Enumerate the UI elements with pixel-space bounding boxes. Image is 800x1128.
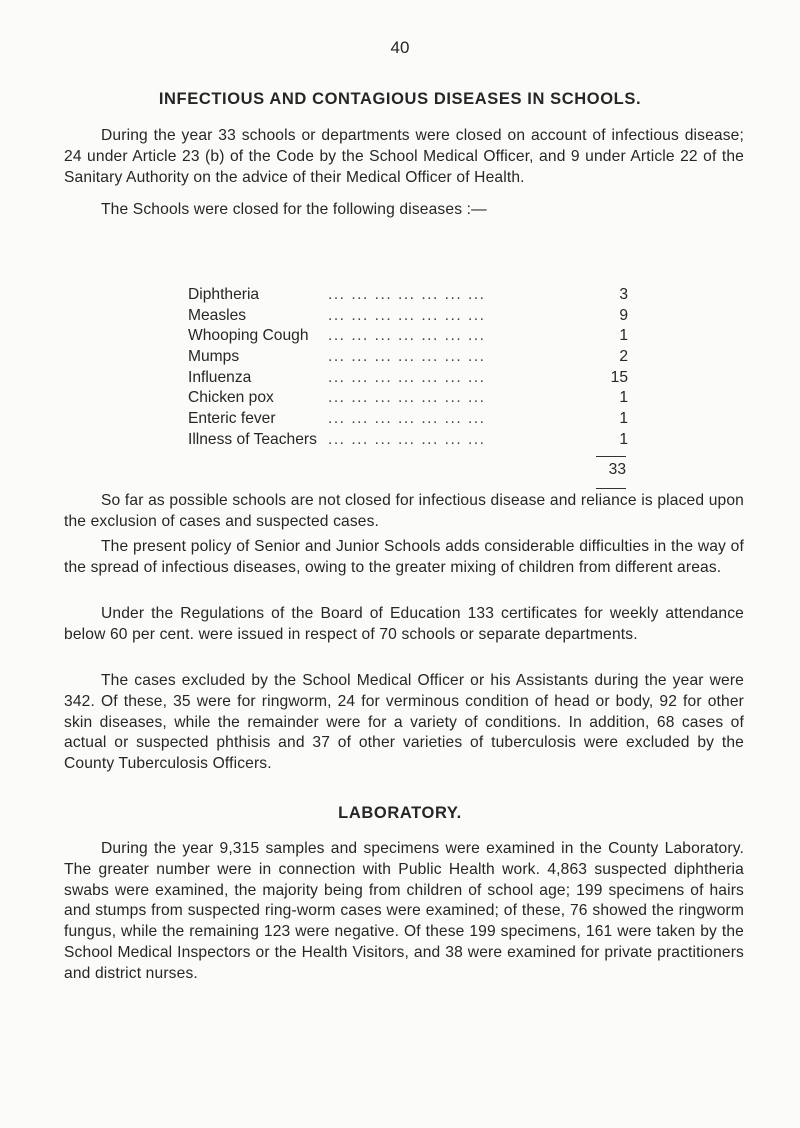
leader-dots: ... ... ... ... ... ... ... <box>328 327 486 345</box>
diseases-table <box>188 285 628 451</box>
disease-row <box>188 347 628 368</box>
table-intro: The Schools were closed for the following diseases :— <box>101 201 487 218</box>
leader-dots: ... ... ... ... ... ... ... <box>328 348 486 366</box>
disease-name: Illness of Teachers <box>188 430 321 451</box>
disease-count: 3 <box>619 286 628 303</box>
paragraph-regulations: Under the Regulations of the Board of Education 133 certificates for weekly attendance below 60 per cent. were issued in respect of 70 schools or separate departments. <box>64 605 744 643</box>
disease-count: 2 <box>619 348 628 366</box>
intro-paragraph: During the year 33 schools or departments were closed on account of infectious disease; 24 under Article 23 (b) of the Code by the School Medical Officer, and 9 under Article 22 of the Sanitary Authority on the advice of their Medical Officer of Health. <box>64 127 744 186</box>
leader-dots: ... ... ... ... ... ... ... <box>328 389 486 407</box>
leader-dots: ... ... ... ... ... ... ... <box>328 430 486 448</box>
disease-row <box>188 326 628 347</box>
total-rule-bottom <box>596 488 626 489</box>
section-title-laboratory: LABORATORY. <box>338 804 462 822</box>
disease-name: Chicken pox <box>188 388 278 409</box>
disease-row <box>188 409 628 430</box>
disease-name: Measles <box>188 306 250 327</box>
paragraph-exclusion: So far as possible schools are not closed for infectious disease and reliance is placed upon the exclusion of cases and suspected cases. <box>64 492 744 530</box>
disease-row <box>188 368 628 389</box>
disease-count: 15 <box>610 368 628 386</box>
disease-count: 1 <box>619 389 628 407</box>
page-number: 40 <box>390 38 410 57</box>
paragraph-exclusions: The cases excluded by the School Medical Officer or his Assistants during the year were 342. Of these, 35 were for ringworm, 24 for verminous condition of head or body, 92 for other skin diseases, while the remainder were for a variety of conditions. In addition, 68 cases of actual or suspected phthisis and 37 of other varieties of tuberculosis were excluded by the County Tuberculosis Officers. <box>64 672 744 773</box>
disease-count: 1 <box>619 430 628 448</box>
disease-name: Enteric fever <box>188 409 280 430</box>
leader-dots: ... ... ... ... ... ... ... <box>328 410 486 428</box>
section-title-infectious-diseases: INFECTIOUS AND CONTAGIOUS DISEASES IN SCHOOLS. <box>158 90 642 108</box>
disease-name: Whooping Cough <box>188 326 313 347</box>
disease-name: Influenza <box>188 368 255 389</box>
disease-name: Mumps <box>188 347 243 368</box>
disease-row <box>188 388 628 409</box>
disease-count: 1 <box>619 327 628 345</box>
total-value: 33 <box>608 461 626 478</box>
disease-count: 9 <box>619 306 628 324</box>
paragraph-policy: The present policy of Senior and Junior Schools adds considerable difficulties in the way of the spread of infectious diseases, owing to the greater mixing of children from different areas. <box>64 538 744 576</box>
total-rule-top <box>596 456 626 457</box>
disease-count: 1 <box>619 410 628 428</box>
leader-dots: ... ... ... ... ... ... ... <box>328 368 486 386</box>
disease-row <box>188 285 628 306</box>
disease-row <box>188 430 628 451</box>
disease-row <box>188 306 628 327</box>
paragraph-laboratory: During the year 9,315 samples and specimens were examined in the County Laboratory. The greater number were in connection with Public Health work. 4,863 suspected diphtheria swabs were examined, the majority being from children of school age; 199 specimens of hairs and stumps from suspected ring-worm cases were examined; of these, 76 showed the ringworm fungus, while the remaining 123 were negative. Of these 199 specimens, 161 were taken by the School Medical Inspectors or the Health Visitors, and 38 were examined for private practitioners and district nurses. <box>64 840 744 982</box>
leader-dots: ... ... ... ... ... ... ... <box>328 306 486 324</box>
disease-name: Diphtheria <box>188 285 263 306</box>
leader-dots: ... ... ... ... ... ... ... <box>328 286 486 303</box>
